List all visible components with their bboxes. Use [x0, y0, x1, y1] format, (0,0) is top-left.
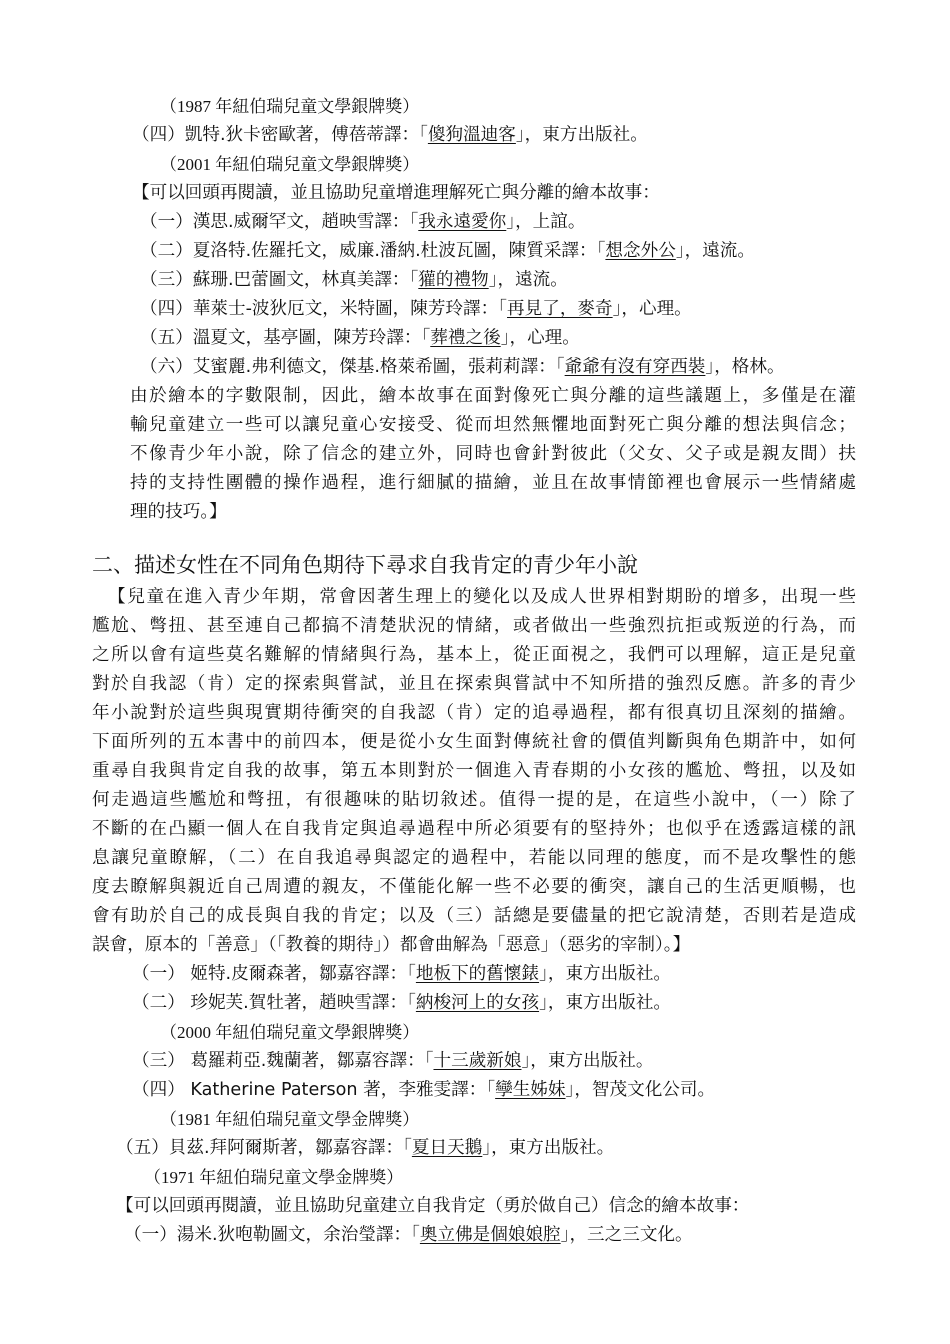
book-entry-prefix: （三） 葛羅莉亞.魏蘭著，鄒嘉容譯：「	[132, 1051, 434, 1071]
picture-book-entry	[140, 266, 568, 295]
book-entry-suffix: 」，東方出版社。	[515, 125, 648, 145]
picture-books-intro: 【可以回頭再閱讀，並且協助兒童建立自我肯定（勇於做自己）信念的繪本故事：	[116, 1196, 750, 1216]
book-title: 地板下的舊懷錶	[415, 964, 540, 984]
paragraph-line: 之所以會有這些莫名難解的情緒與行為，基本上，從正面視之，我們可以理解，這正是兒童	[92, 645, 856, 665]
book-entry-suffix: 」，格林。	[705, 357, 785, 377]
book-title: 我永遠愛你	[418, 212, 507, 232]
picture-book-entry	[140, 237, 755, 266]
book-entry	[132, 1047, 653, 1076]
book-entry-suffix: 」，東方出版社。	[482, 1138, 615, 1158]
book-entry-prefix: （二） 珍妮芙.賀牡著，趙映雪譯：「	[132, 993, 416, 1013]
book-title: 獾的禮物	[418, 270, 489, 290]
paragraph-line: 何走過這些尷尬和彆扭，有很趣味的貼切敘述。值得一提的是，在這些小說中，（一）除了	[92, 790, 856, 810]
note-line: 輸兒童建立一些可以讓兒童心安接受、從而坦然無懼地面對死亡與分離的想法與信念；	[130, 415, 856, 435]
book-entry-prefix: （四）華萊士-波狄厄文，米特圖，陳芳玲譯：「	[140, 299, 508, 319]
book-title: 夏日天鵝	[411, 1138, 483, 1158]
award-note: （1981 年紐伯瑞兒童文學金牌獎）	[160, 1110, 420, 1129]
book-entry	[132, 989, 671, 1018]
picture-book-entry	[140, 208, 585, 237]
paragraph-line: 不斷的在凸顯一個人在自我肯定與追尋過程中所必須要有的堅持外；也似乎在透露這樣的訊	[92, 819, 856, 839]
book-title: 傻狗溫迪客	[427, 125, 516, 145]
book-entry-suffix: 」，遠流。	[675, 241, 755, 261]
book-entry-suffix: 」，遠流。	[488, 270, 568, 290]
book-entry-prefix: （五）溫夏文，基亭圖，陳芳玲譯：「	[140, 328, 431, 348]
award-note: （1987 年紐伯瑞兒童文學銀牌獎）	[160, 97, 420, 116]
book-entry-suffix: 」，東方出版社。	[539, 964, 672, 984]
note-line: 持的支持性團體的操作過程，進行細膩的描繪，並且在故事情節裡也會展示一些情緒處	[130, 473, 856, 493]
book-title: 奧立佛是個娘娘腔	[419, 1225, 561, 1245]
book-entry	[116, 1134, 614, 1163]
award-note: （2000 年紐伯瑞兒童文學銀牌獎）	[160, 1023, 420, 1042]
book-entry	[132, 121, 648, 150]
picture-book-entry	[124, 1221, 693, 1250]
book-entry-prefix: （四）凱特.狄卡密歐著，傅蓓蒂譯：「	[132, 125, 428, 145]
book-entry	[132, 1076, 715, 1105]
book-title: 再見了，麥奇	[507, 299, 613, 319]
paragraph-line: 重尋自我與肯定自我的故事，第五本則對於一個進入青春期的小女孩的尷尬、彆扭，以及如	[92, 761, 856, 781]
section-heading: 二、描述女性在不同角色期待下尋求自我肯定的青少年小說	[92, 553, 638, 577]
book-entry-prefix: （二）夏洛特.佐羅托文，威廉.潘納.杜波瓦圖，陳質采譯：「	[140, 241, 606, 261]
paragraph-line: 度去瞭解與親近自己周遭的親友，不僅能化解一些不必要的衝突，讓自己的生活更順暢，也	[92, 877, 856, 897]
paragraph-line: 息讓兒童瞭解，（二）在自我追尋與認定的過程中，若能以同理的態度，而不是攻擊性的態	[92, 848, 856, 868]
paragraph-line: 會有助於自己的成長與自我的肯定；以及（三）話總是要儘量的把它說清楚，否則若是造成	[92, 906, 856, 926]
book-title: 納梭河上的女孩	[415, 993, 540, 1013]
book-entry	[132, 960, 671, 989]
book-entry-suffix: 」，三之三文化。	[560, 1225, 693, 1245]
paragraph-line: 下面所列的五本書中的前四本，便是從小女生面對傳統社會的價值判斷與角色期許中，如何	[92, 732, 856, 752]
picture-book-entry	[140, 324, 580, 353]
book-entry-prefix: （三）蘇珊.巴蕾圖文，林真美譯：「	[140, 270, 419, 290]
book-entry-suffix: 」，東方出版社。	[539, 993, 672, 1013]
paragraph-line: 年小說對於這些與現實期待衝突的自我認（肯）定的追尋過程，都有很真切且深刻的描繪。	[92, 703, 856, 723]
award-note: （2001 年紐伯瑞兒童文學銀牌獎）	[160, 155, 420, 174]
paragraph-line: 對於自我認（肯）定的探索與嘗試，並且在探索與嘗試中不知所措的強烈反應。許多的青少	[92, 674, 856, 694]
book-title: 爺爺有沒有穿西裝	[564, 357, 706, 377]
paragraph-line: 尷尬、彆扭、甚至連自己都搞不清楚狀況的情緒，或者做出一些強烈抗拒或叛逆的行為，而	[92, 616, 856, 636]
book-title: 十三歲新娘	[433, 1051, 522, 1071]
book-entry-prefix: （一）湯米.狄咆勒圖文，余治瑩譯：「	[124, 1225, 420, 1245]
paragraph-line: 誤會，原本的「善意」（「教養的期待」）都會曲解為「惡意」（惡劣的宰制）。】	[92, 935, 691, 955]
book-title: 葬禮之後	[430, 328, 501, 348]
note-line: 不像青少年小說，除了信念的建立外，同時也會針對彼此（父女、父子或是親友間）扶	[130, 444, 856, 464]
note-line: 由於繪本的字數限制，因此，繪本故事在面對像死亡與分離的這些議題上，多僅是在灌	[130, 386, 856, 406]
picture-book-entry	[140, 353, 785, 382]
award-note: （1971 年紐伯瑞兒童文學金牌獎）	[144, 1168, 404, 1187]
book-entry-suffix: 」，心理。	[612, 299, 692, 319]
paragraph-line: 【兒童在進入青少年期，常會因著生理上的變化以及成人世界相對期盼的增多，出現一些	[108, 587, 856, 607]
picture-books-intro: 【可以回頭再閱讀，並且協助兒童增進理解死亡與分離的繪本故事：	[132, 183, 660, 203]
note-line: 理的技巧。】	[130, 502, 227, 522]
book-entry-prefix: （一） 姬特.皮爾森著，鄒嘉容譯：「	[132, 964, 416, 984]
book-entry-prefix: （五）貝茲.拜阿爾斯著，鄒嘉容譯：「	[116, 1138, 412, 1158]
book-entry-suffix: 」，心理。	[500, 328, 580, 348]
book-entry-prefix: （四） Katherine Paterson 著，李雅雯譯：「	[132, 1080, 496, 1100]
book-entry-suffix: 」，上誼。	[506, 212, 586, 232]
book-title: 想念外公	[605, 241, 676, 261]
book-entry-suffix: 」，東方出版社。	[521, 1051, 654, 1071]
book-title: 孿生姊妹	[495, 1080, 566, 1100]
book-entry-suffix: 」，智茂文化公司。	[565, 1080, 716, 1100]
book-entry-prefix: （一）漢思.威爾罕文，趙映雪譯：「	[140, 212, 419, 232]
picture-book-entry	[140, 295, 692, 324]
book-entry-prefix: （六）艾蜜麗.弗利德文，傑基.格萊希圖，張莉莉譯：「	[140, 357, 565, 377]
